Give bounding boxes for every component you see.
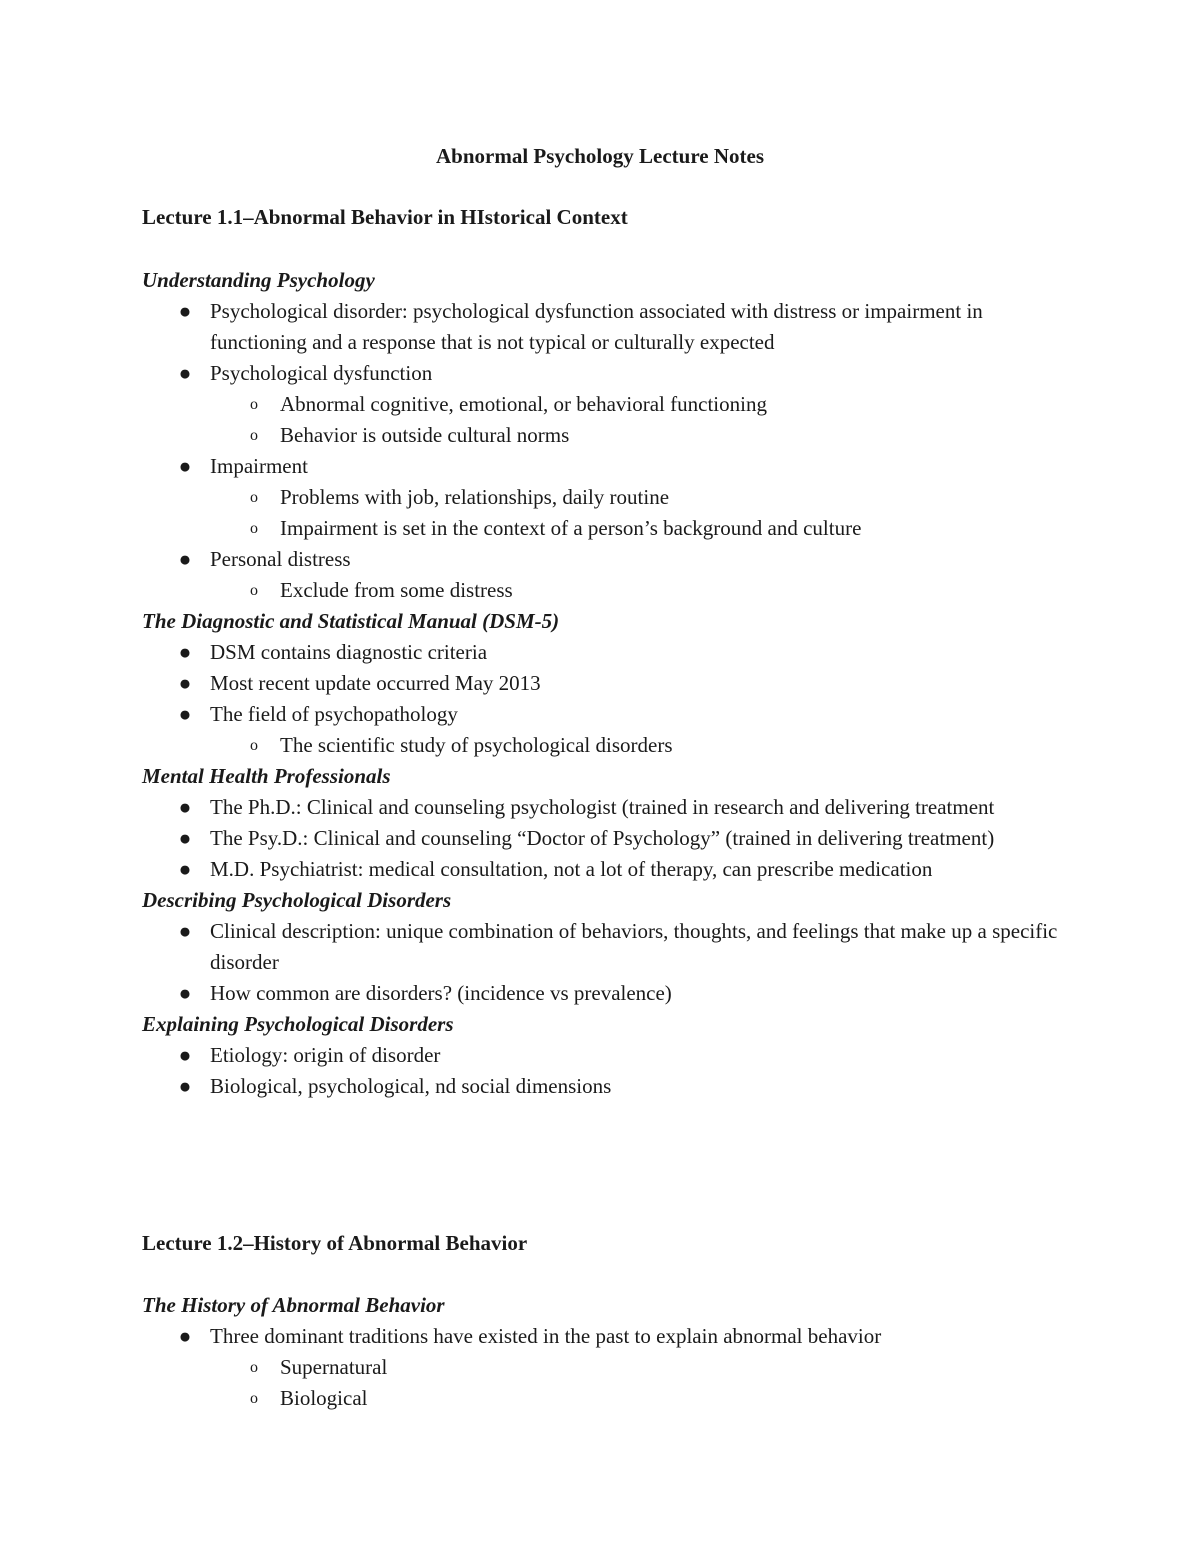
list-item-text: Three dominant traditions have existed in the past to explain abnormal behavior bbox=[210, 1324, 882, 1348]
sub-bullet-list bbox=[210, 1352, 1082, 1414]
sub-list-item-text: Problems with job, relationships, daily routine bbox=[280, 485, 670, 509]
list-item-text: Etiology: origin of disorder bbox=[210, 1043, 441, 1067]
sub-list-item-text: The scientific study of psychological disorders bbox=[280, 733, 673, 757]
list-item bbox=[142, 1071, 1082, 1102]
sub-list-item-text: Supernatural bbox=[280, 1355, 388, 1379]
sub-list-item-text: Behavior is outside cultural norms bbox=[280, 423, 570, 447]
list-item-text: Biological, psychological, nd social dimensions bbox=[210, 1074, 612, 1098]
bullet-icon: ● bbox=[178, 795, 192, 819]
section-heading: Mental Health Professionals bbox=[142, 764, 391, 788]
list-item bbox=[142, 699, 1082, 761]
hollow-bullet-icon: o bbox=[250, 396, 258, 413]
section-heading: Understanding Psychology bbox=[142, 268, 375, 292]
section-heading: The Diagnostic and Statistical Manual (DSM-5) bbox=[142, 609, 560, 633]
bullet-icon: ● bbox=[178, 1324, 192, 1348]
lecture-1-1-body bbox=[142, 265, 1082, 1102]
sub-bullet-list bbox=[210, 389, 1082, 451]
list-item bbox=[142, 637, 1082, 668]
section-mental-health-professionals bbox=[142, 761, 1082, 885]
lecture-1-2-body bbox=[142, 1290, 1082, 1414]
section-describing-disorders bbox=[142, 885, 1082, 1009]
sub-bullet-list bbox=[210, 575, 1082, 606]
list-item bbox=[142, 668, 1082, 699]
list-item-text: Personal distress bbox=[210, 547, 351, 571]
list-item-text: Most recent update occurred May 2013 bbox=[210, 671, 541, 695]
section-explaining-disorders bbox=[142, 1009, 1082, 1102]
list-item bbox=[142, 358, 1082, 451]
list-item bbox=[142, 451, 1082, 544]
list-item bbox=[142, 296, 1082, 358]
bullet-list bbox=[142, 637, 1082, 761]
bullet-list bbox=[142, 1040, 1082, 1102]
sub-bullet-list bbox=[210, 482, 1082, 544]
bullet-icon: ● bbox=[178, 857, 192, 881]
bullet-icon: ● bbox=[178, 981, 192, 1005]
list-item bbox=[142, 916, 1082, 978]
hollow-bullet-icon: o bbox=[250, 582, 258, 599]
list-item-text: The Ph.D.: Clinical and counseling psychologist (trained in research and delivering treatment bbox=[210, 795, 995, 819]
list-item-text: The Psy.D.: Clinical and counseling “Doctor of Psychology” (trained in delivering treatment) bbox=[210, 826, 995, 850]
list-item bbox=[142, 854, 1082, 885]
list-item bbox=[142, 823, 1082, 854]
section-heading: Describing Psychological Disorders bbox=[142, 888, 452, 912]
sub-list-item bbox=[208, 575, 1082, 606]
document-title: Abnormal Psychology Lecture Notes bbox=[436, 144, 764, 168]
list-item-text: DSM contains diagnostic criteria bbox=[210, 640, 488, 664]
bullet-icon: ● bbox=[178, 826, 192, 850]
bullet-icon: ● bbox=[178, 1074, 192, 1098]
section-understanding-psychology bbox=[142, 265, 1082, 606]
section-history-of-abnormal-behavior bbox=[142, 1290, 1082, 1414]
bullet-list bbox=[142, 792, 1082, 885]
sub-list-item-text: Exclude from some distress bbox=[280, 578, 513, 602]
lecture-heading-1-2: Lecture 1.2–History of Abnormal Behavior bbox=[142, 1231, 528, 1255]
bullet-icon: ● bbox=[178, 454, 192, 478]
bullet-icon: ● bbox=[178, 547, 192, 571]
list-item bbox=[142, 978, 1082, 1009]
hollow-bullet-icon: o bbox=[250, 520, 258, 537]
section-heading: The History of Abnormal Behavior bbox=[142, 1293, 445, 1317]
list-item-text: M.D. Psychiatrist: medical consultation, not a lot of therapy, can prescribe medication bbox=[210, 857, 933, 881]
sub-list-item bbox=[208, 513, 1082, 544]
bullet-icon: ● bbox=[178, 671, 192, 695]
sub-list-item bbox=[208, 1352, 1082, 1383]
sub-list-item bbox=[208, 482, 1082, 513]
bullet-icon: ● bbox=[178, 299, 192, 323]
bullet-list bbox=[142, 296, 1082, 606]
bullet-icon: ● bbox=[178, 640, 192, 664]
bullet-icon: ● bbox=[178, 702, 192, 726]
sub-list-item bbox=[208, 420, 1082, 451]
list-item bbox=[142, 1040, 1082, 1071]
sub-list-item bbox=[208, 1383, 1082, 1414]
list-item-text: Psychological disorder: psychological dysfunction associated with distress or impairment in functioning and a response that is not typical or culturally expected bbox=[210, 299, 983, 354]
list-item bbox=[142, 1321, 1082, 1414]
list-item-text: Impairment bbox=[210, 454, 308, 478]
bullet-icon: ● bbox=[178, 1043, 192, 1067]
bullet-icon: ● bbox=[178, 361, 192, 385]
hollow-bullet-icon: o bbox=[250, 1390, 258, 1407]
section-dsm-5 bbox=[142, 606, 1082, 761]
list-item-text: Clinical description: unique combination of behaviors, thoughts, and feelings that make up a specific disorder bbox=[210, 919, 1058, 974]
sub-list-item-text: Impairment is set in the context of a person’s background and culture bbox=[280, 516, 862, 540]
sub-list-item-text: Biological bbox=[280, 1386, 368, 1410]
list-item bbox=[142, 544, 1082, 606]
bullet-list bbox=[142, 1321, 1082, 1414]
list-item-text: Psychological dysfunction bbox=[210, 361, 433, 385]
hollow-bullet-icon: o bbox=[250, 427, 258, 444]
bullet-icon: ● bbox=[178, 919, 192, 943]
hollow-bullet-icon: o bbox=[250, 737, 258, 754]
sub-list-item bbox=[208, 389, 1082, 420]
sub-list-item bbox=[208, 730, 1082, 761]
hollow-bullet-icon: o bbox=[250, 1359, 258, 1376]
sub-list-item-text: Abnormal cognitive, emotional, or behavioral functioning bbox=[280, 392, 767, 416]
list-item-text: How common are disorders? (incidence vs prevalence) bbox=[210, 981, 672, 1005]
list-item bbox=[142, 792, 1082, 823]
hollow-bullet-icon: o bbox=[250, 489, 258, 506]
lecture-heading-1-1: Lecture 1.1–Abnormal Behavior in HIstorical Context bbox=[142, 205, 628, 229]
sub-bullet-list bbox=[210, 730, 1082, 761]
bullet-list bbox=[142, 916, 1082, 1009]
list-item-text: The field of psychopathology bbox=[210, 702, 458, 726]
section-heading: Explaining Psychological Disorders bbox=[142, 1012, 454, 1036]
